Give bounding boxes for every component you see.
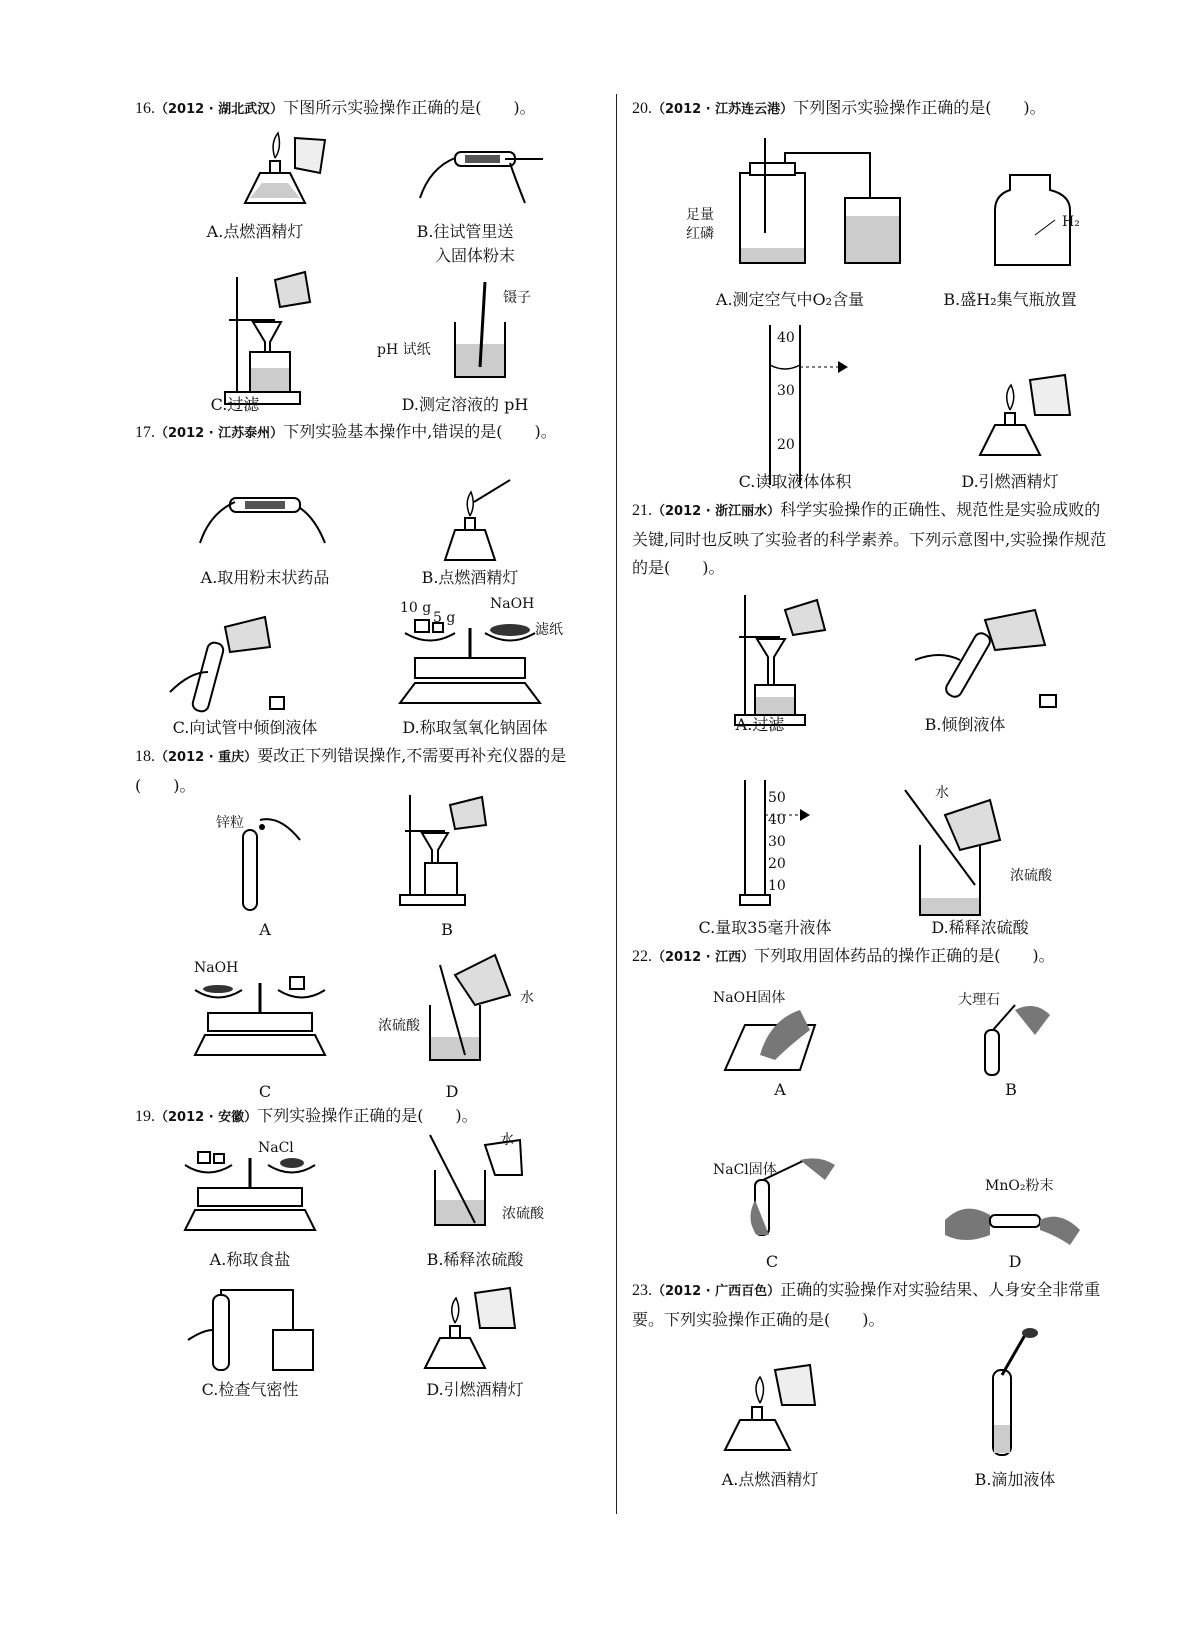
- naoh-label-q18: NaOH: [194, 960, 239, 976]
- q20-option-b-caption: B.盛H₂集气瓶放置: [943, 290, 1077, 309]
- q23-option-b-caption: B.滴加液体: [974, 1470, 1056, 1489]
- tweezers-label: 镊子: [503, 290, 531, 306]
- question-23: 23.（2012 · 广西百色）正确的实验操作对实验结果、人身安全非常重要。下列实验操作正确的是( )。: [632, 1280, 1101, 1329]
- water-label-q19: 水: [500, 1132, 514, 1148]
- alcohol-lamp-lit-by-lamp-figure: [240, 128, 330, 218]
- q20-option-c-caption: C.读取液体体积: [738, 472, 852, 491]
- water-label-q21: 水: [935, 785, 949, 801]
- column-divider: [616, 94, 617, 1514]
- q16-option-b-caption-line1: B.往试管里送: [416, 222, 514, 241]
- mno2-powder-figure: [945, 1190, 1085, 1250]
- naoh-solid-hand-figure: [720, 1000, 820, 1075]
- alcohol-lamp-correct-figure: [720, 1355, 820, 1455]
- q17-option-a-caption: A.取用粉末状药品: [200, 568, 330, 587]
- airtight-check-figure: [188, 1290, 328, 1375]
- q17-option-d-caption: D.称取氢氧化钠固体: [402, 718, 548, 737]
- q18-option-d-caption: D: [445, 1082, 459, 1101]
- q18-option-c-caption: C: [258, 1082, 272, 1101]
- filter-paper-label: 滤纸: [535, 622, 563, 638]
- naoh-label: NaOH: [490, 596, 535, 612]
- pour-liquid-correct-figure: [915, 600, 1065, 715]
- nacl-solid-label: NaCl固体: [713, 1162, 777, 1178]
- h2-label: H₂: [1062, 214, 1080, 230]
- dilute-acid-wrong-figure: [425, 955, 535, 1065]
- filtration-correct-figure: [735, 595, 835, 730]
- q18-option-a-caption: A: [259, 920, 271, 939]
- balance-nacl-figure: [180, 1150, 320, 1235]
- tick-30-q20: 30: [777, 383, 795, 399]
- tick-20-q20: 20: [777, 437, 795, 453]
- conc-acid-label-q21: 浓硫酸: [1010, 868, 1052, 884]
- q21-option-d-caption: D.稀释浓硫酸: [931, 918, 1029, 937]
- q19-option-a-caption: A.称取食盐: [209, 1250, 291, 1269]
- question-20: 20.（2012 · 江苏连云港）下列图示实验操作正确的是( )。: [632, 98, 1046, 117]
- question-22: 22.（2012 · 江西）下列取用固体药品的操作正确的是( )。: [632, 946, 1055, 965]
- red-phosphorus-label-2: 红磷: [686, 226, 714, 242]
- q17-option-c-caption: C.向试管中倾倒液体: [172, 718, 318, 737]
- weight-10g-label: 10 g: [400, 600, 432, 616]
- balance-naoh-direct-figure: [190, 975, 330, 1060]
- q16-option-a-caption: A.点燃酒精灯: [206, 222, 304, 241]
- tick-30-q21: 30: [768, 834, 786, 850]
- question-18: 18.（2012 · 重庆）要改正下列错误操作,不需要再补充仪器的是( )。: [135, 746, 567, 795]
- alcohol-lamp-chain-figure: [420, 1283, 520, 1373]
- weight-5g-label: 5 g: [433, 610, 456, 626]
- graduated-cylinder-reading-figure: [760, 325, 850, 485]
- q22-option-d-caption: D: [1008, 1252, 1022, 1271]
- alcohol-lamp-ignite-figure: [975, 370, 1075, 460]
- q20-option-a-caption: A.测定空气中O₂含量: [715, 290, 865, 309]
- q18-option-b-caption: B: [441, 920, 453, 939]
- q22-option-b-caption: B: [1005, 1080, 1017, 1099]
- question-16: 16.（2012 · 湖北武汉）下图所示实验操作正确的是( )。: [135, 98, 536, 117]
- balance-naoh-figure: [395, 618, 545, 708]
- ph-paper-label: pH 试纸: [377, 342, 431, 358]
- powder-sampling-figure: [200, 488, 330, 548]
- nacl-label: NaCl: [258, 1140, 294, 1156]
- question-19: 19.（2012 · 安徽）下列实验操作正确的是( )。: [135, 1106, 478, 1125]
- water-label-q18: 水: [520, 990, 534, 1006]
- oxygen-content-setup-figure: [720, 138, 910, 268]
- red-phosphorus-label-1: 足量: [686, 207, 714, 223]
- q22-option-c-caption: C: [765, 1252, 779, 1271]
- q21-option-a-caption: A.过滤: [735, 715, 785, 734]
- dropper-test-tube-figure: [985, 1330, 1045, 1460]
- q19-option-c-caption: C.检查气密性: [201, 1380, 299, 1399]
- pour-liquid-test-tube-figure: [170, 612, 300, 722]
- q21-option-c-caption: C.量取35毫升液体: [698, 918, 832, 937]
- q19-option-b-caption: B.稀释浓硫酸: [426, 1250, 524, 1269]
- test-tube-zinc-figure: [240, 815, 310, 915]
- mno2-label: MnO₂粉末: [985, 1178, 1054, 1194]
- dilute-acid-correct-figure: [905, 790, 1035, 920]
- question-17: 17.（2012 · 江苏泰州）下列实验基本操作中,错误的是( )。: [135, 422, 557, 441]
- tick-40-q21: 40: [768, 812, 786, 828]
- tick-40-q20: 40: [777, 330, 795, 346]
- conc-acid-label-q19: 浓硫酸: [502, 1206, 544, 1222]
- conc-acid-label-q18: 浓硫酸: [378, 1018, 420, 1034]
- q16-option-c-caption: C.过滤: [210, 395, 260, 414]
- q16-option-d-caption: D.测定溶液的 pH: [401, 395, 529, 414]
- tick-20-q21: 20: [768, 856, 786, 872]
- tick-50-q21: 50: [768, 790, 786, 806]
- filtration-no-rod-figure: [400, 795, 500, 910]
- marble-label: 大理石: [958, 992, 1000, 1008]
- question-21: 21.（2012 · 浙江丽水）科学实验操作的正确性、规范性是实验成败的关键,同时也反映了实验者的科学素养。下列示意图中,实验操作规范的是( )。: [632, 500, 1107, 577]
- zinc-label: 锌粒: [216, 815, 244, 831]
- q20-option-d-caption: D.引燃酒精灯: [961, 472, 1059, 491]
- naoh-solid-label: NaOH固体: [713, 990, 786, 1006]
- powder-into-test-tube-figure: [415, 138, 545, 208]
- q23-option-a-caption: A.点燃酒精灯: [721, 1470, 819, 1489]
- graduated-cylinder-35ml-figure: [740, 780, 835, 910]
- q19-option-d-caption: D.引燃酒精灯: [426, 1380, 524, 1399]
- marble-tweezers-figure: [975, 1000, 1065, 1080]
- q21-option-b-caption: B.倾倒液体: [924, 715, 1006, 734]
- q17-option-b-caption: B.点燃酒精灯: [421, 568, 519, 587]
- q22-option-a-caption: A: [774, 1080, 786, 1099]
- filtration-setup-figure: [225, 272, 335, 407]
- q16-option-b-caption-line2: 入固体粉末: [434, 246, 515, 265]
- alcohol-lamp-match-figure: [440, 480, 520, 565]
- tick-10-q21: 10: [768, 878, 786, 894]
